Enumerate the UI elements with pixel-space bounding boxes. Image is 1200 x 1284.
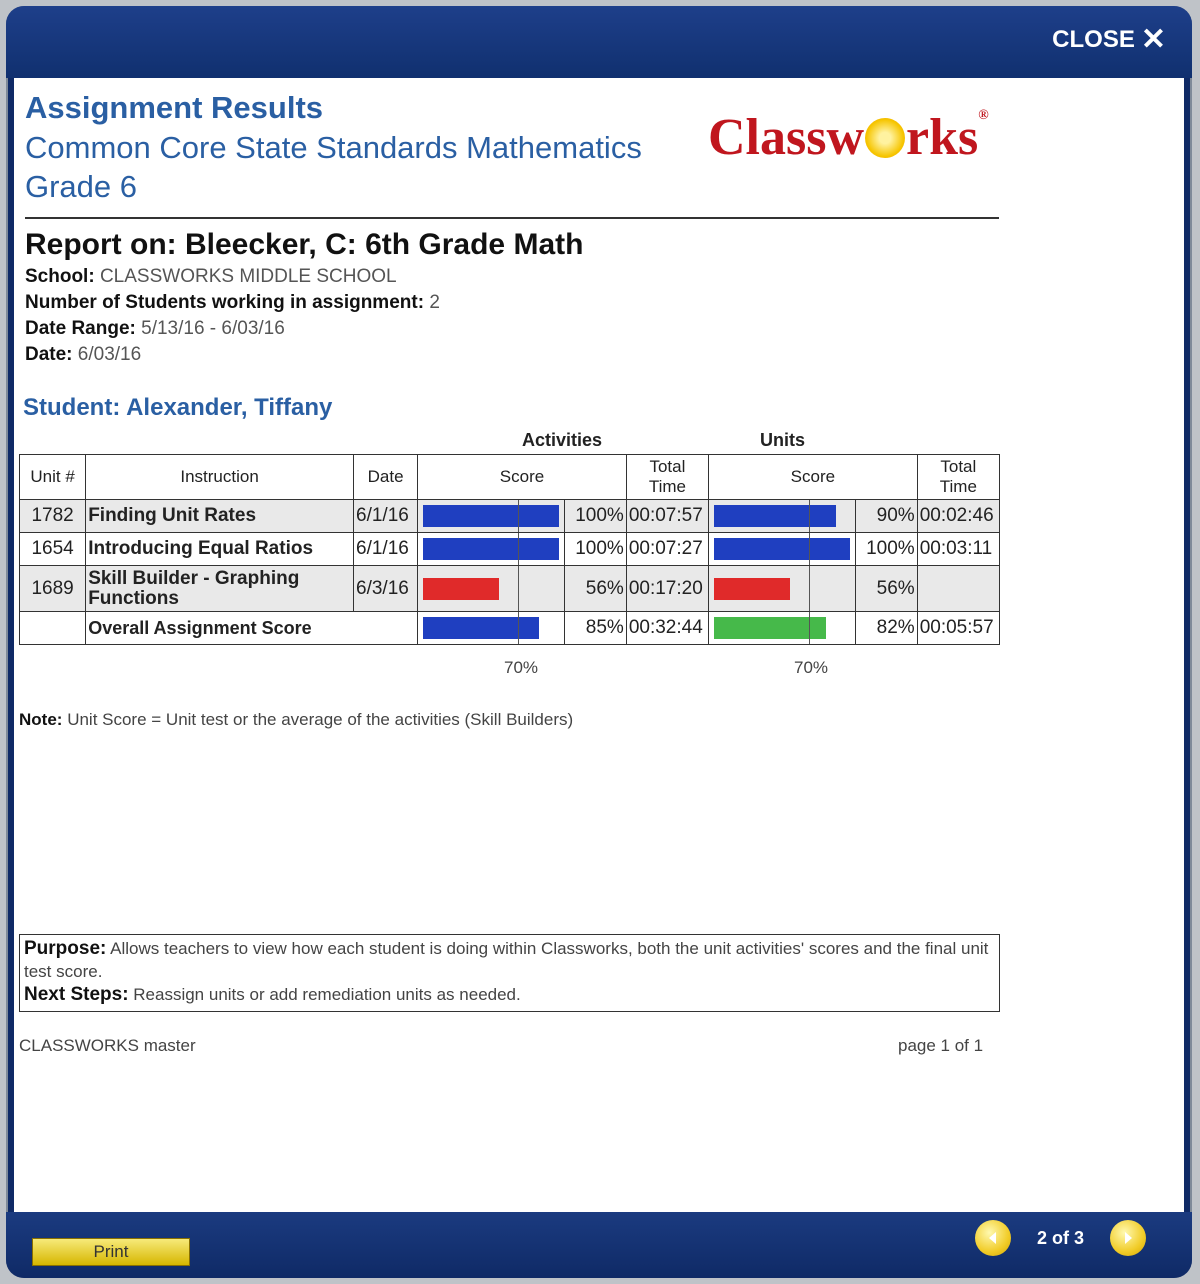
- page-subtitle: Common Core State Standards Mathematics: [25, 130, 642, 165]
- unit-bar: [714, 505, 836, 527]
- results-table: [19, 454, 1000, 645]
- date-range-line: Date Range: 5/13/16 - 6/03/16: [25, 318, 285, 339]
- activity-bar-cell: [418, 566, 564, 612]
- overall-row: Overall Assignment Score 85% 00:32:44 82% 00:05:57: [20, 612, 1000, 645]
- unit-bar: [714, 578, 790, 600]
- next-page-button[interactable]: [1110, 1220, 1146, 1256]
- threshold-label-activities: 70%: [504, 658, 539, 677]
- school-line: School: CLASSWORKS MIDDLE SCHOOL: [25, 266, 397, 287]
- threshold-label-units: 70%: [794, 658, 829, 677]
- activity-bar-cell: [418, 533, 564, 566]
- page-indicator: 2 of 3: [1036, 1227, 1084, 1248]
- chevron-right-icon: [1120, 1230, 1136, 1246]
- date-line: Date: 6/03/16: [25, 344, 142, 365]
- header-row: [20, 455, 1000, 500]
- col-unit-time: Total Time: [917, 455, 999, 500]
- threshold-line: [518, 612, 519, 644]
- page-title: Assignment Results: [25, 90, 324, 125]
- unit-bar-cell: [709, 612, 855, 645]
- col-unit: Unit #: [20, 455, 86, 500]
- close-icon: ✕: [1140, 23, 1166, 56]
- close-label: CLOSE: [1052, 26, 1135, 53]
- print-button[interactable]: Print: [32, 1238, 190, 1266]
- report-window: [6, 6, 1192, 1278]
- title-bar: [6, 6, 1192, 78]
- purpose-box: Purpose: Allows teachers to view how each student is doing within Classworks, both the unit activities' scores and the final unit test score. Next Steps: Reassign units or add remediation units as needed.: [19, 934, 1000, 1012]
- bottom-toolbar: [6, 1212, 1192, 1278]
- threshold-line: [809, 566, 810, 611]
- unit-bar-cell: [709, 533, 855, 566]
- col-instruction: Instruction: [86, 455, 354, 500]
- activity-bar: [423, 617, 539, 639]
- threshold-line: [809, 612, 810, 644]
- col-activity-score: Score: [418, 455, 627, 500]
- unit-bar: [714, 538, 850, 560]
- col-activity-time: Total Time: [626, 455, 708, 500]
- threshold-line: [518, 566, 519, 611]
- note: Note: Unit Score = Unit test or the average of the activities (Skill Builders): [19, 710, 574, 729]
- activity-bar: [423, 578, 499, 600]
- col-date: Date: [354, 455, 418, 500]
- activity-bar: [423, 538, 559, 560]
- prev-page-button[interactable]: [975, 1220, 1011, 1256]
- divider: [25, 217, 999, 219]
- threshold-line: [809, 533, 810, 565]
- group-units: Units: [760, 430, 805, 450]
- chevron-left-icon: [985, 1230, 1001, 1246]
- table-row: 1689 Skill Builder - Graphing Functions 6/3/16 56% 00:17:20 56%: [20, 566, 1000, 612]
- sun-icon: [865, 118, 905, 158]
- student-heading: Student: Alexander, Tiffany: [23, 394, 333, 421]
- threshold-line: [809, 500, 810, 532]
- unit-bar-cell: [709, 566, 855, 612]
- col-unit-score: Score: [709, 455, 918, 500]
- students-line: Number of Students working in assignment: 2: [25, 292, 440, 313]
- table-row: 1654 Introducing Equal Ratios 6/1/16 100% 00:07:27 100% 00:03:11: [20, 533, 1000, 566]
- threshold-line: [518, 500, 519, 532]
- grade-label: Grade 6: [25, 169, 138, 204]
- activity-bar-cell: [418, 500, 564, 533]
- report-content: [14, 78, 1184, 1212]
- pager: [975, 1220, 1146, 1256]
- group-activities: Activities: [522, 430, 603, 450]
- footer-right: page 1 of 1: [898, 1036, 984, 1055]
- classworks-logo: Classw rks®: [708, 108, 989, 166]
- activity-bar: [423, 505, 559, 527]
- report-title: Report on: Bleecker, C: 6th Grade Math: [25, 228, 584, 261]
- unit-bar-cell: [709, 500, 855, 533]
- threshold-line: [518, 533, 519, 565]
- footer-left: CLASSWORKS master: [19, 1036, 196, 1055]
- table-row: 1782 Finding Unit Rates 6/1/16 100% 00:07:57 90% 00:02:46: [20, 500, 1000, 533]
- close-button[interactable]: [1052, 23, 1166, 56]
- activity-bar-cell: [418, 612, 564, 645]
